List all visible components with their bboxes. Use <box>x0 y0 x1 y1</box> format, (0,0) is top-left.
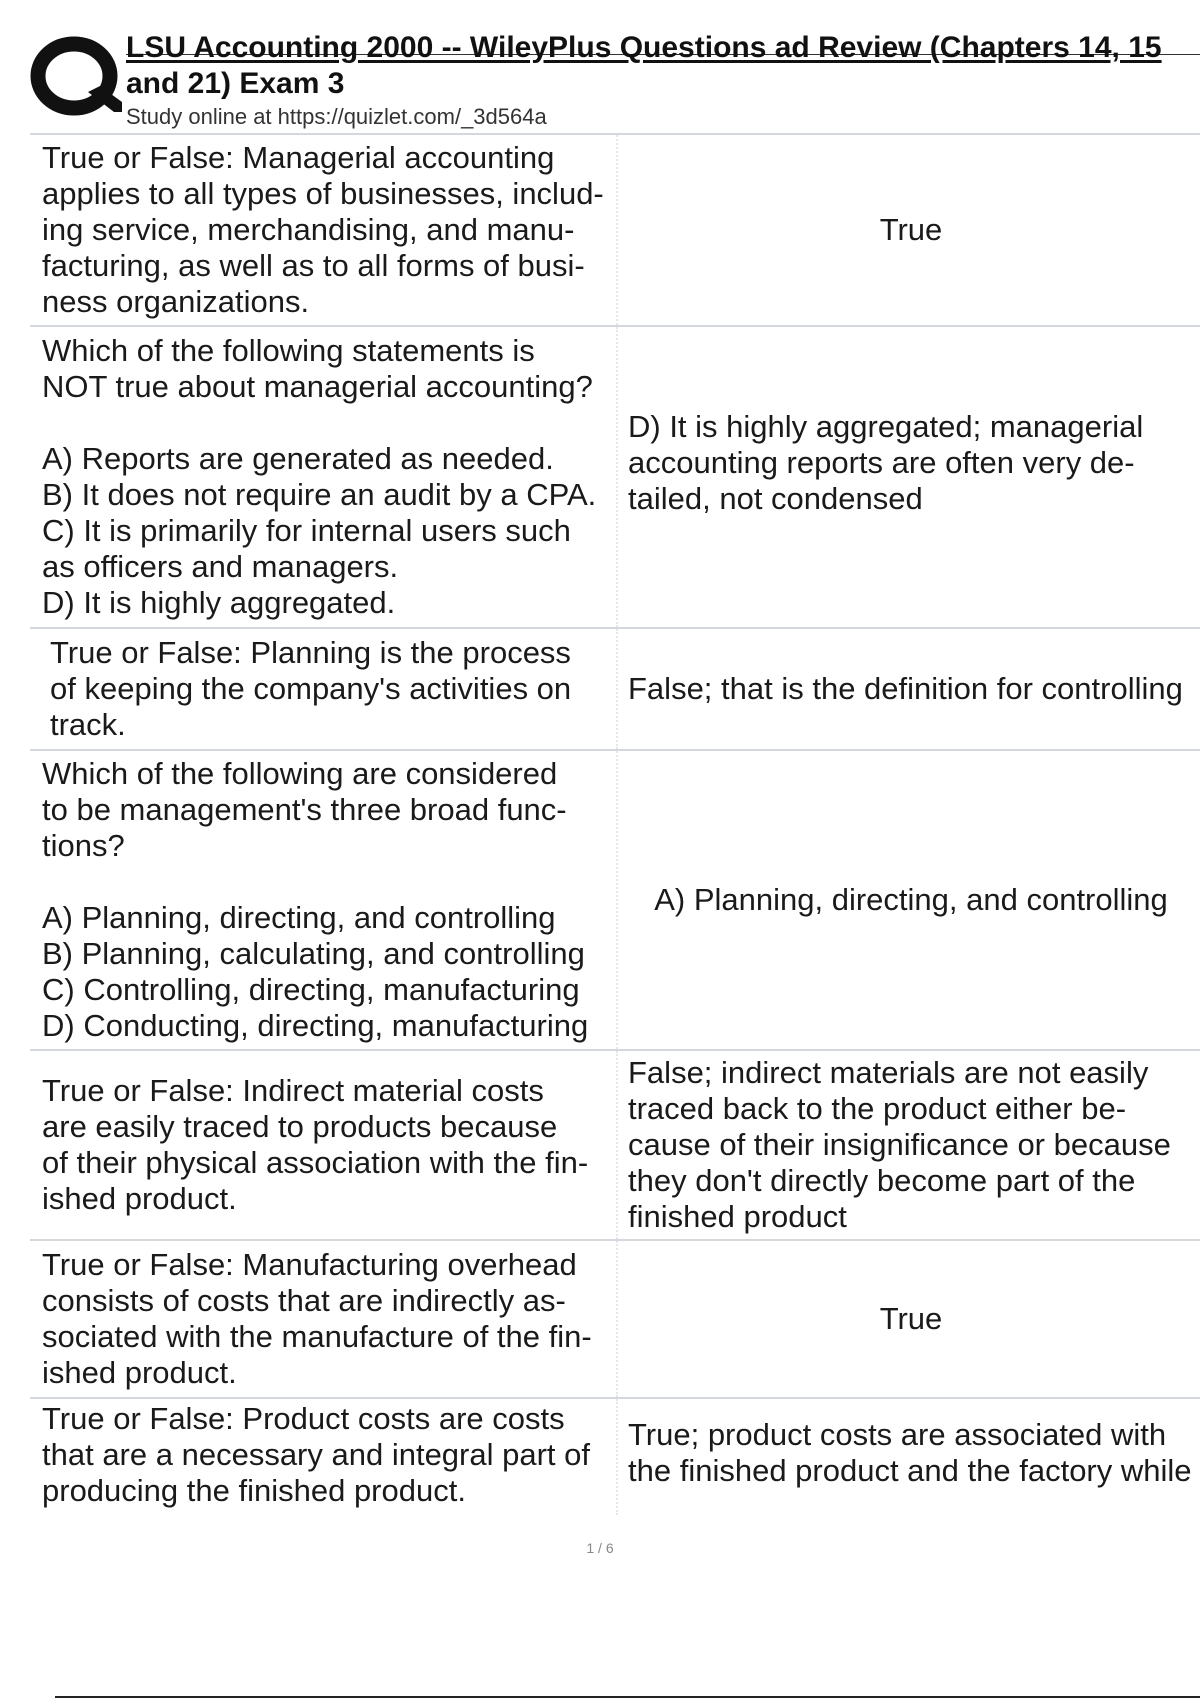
study-online-link[interactable]: Study online at https://quizlet.com/_3d564a <box>126 104 547 129</box>
card-definition: False; indirect materials are not easily traced back to the product either be- cause of their insignificance or because they don't directly become part of the finished product <box>628 1055 1171 1234</box>
quizlet-q-logo-icon <box>30 30 130 120</box>
card-term: True or False: Indirect material costs are easily traced to products because of their physical association with the fin- ished product. <box>30 1051 618 1239</box>
card-definition: True; product costs are associated with the finished product and the factory while <box>628 1417 1192 1488</box>
flashcard <box>30 1397 1200 1515</box>
card-definition: False; that is the definition for controlling <box>628 671 1183 706</box>
card-term: True or False: Manufacturing overhead consists of costs that are indirectly as- sociated with the manufacture of the fin- ished product. <box>30 1241 618 1397</box>
card-term: True or False: Planning is the process of keeping the company's activities on track. <box>30 629 618 749</box>
card-term: True or False: Managerial accounting applies to all types of businesses, includ- ing service, merchandising, and manu- facturing, as well as to all forms of busi- ness organizations. <box>30 135 618 325</box>
card-term: True or False: Product costs are costs that are a necessary and integral part of producing the finished product. <box>30 1399 618 1515</box>
document-title-line-1: LSU Accounting 2000 -- WileyPlus Questions ad Review (Chapters 14, 15 <box>126 31 1162 64</box>
flashcard <box>30 627 1200 749</box>
card-term: Which of the following statements is NOT true about managerial accounting? A) Reports are generated as needed. B) It does not require an audit by a CPA. C) It is primarily for internal users such as officers and managers. D) It is highly aggregated. <box>30 327 618 627</box>
flashcard-list <box>30 133 1200 1515</box>
card-term: Which of the following are considered to be management's three broad func- tions? A) Planning, directing, and controlling B) Planning, calculating, and controlling C) Controlling, directing, manufacturing D) Conducting, directing, manufacturing <box>30 751 618 1049</box>
card-definition: A) Planning, directing, and controlling <box>654 882 1168 917</box>
flashcard <box>30 325 1200 627</box>
flashcard <box>30 749 1200 1049</box>
page-number: 1 / 6 <box>586 1540 614 1556</box>
flashcard <box>30 133 1200 325</box>
document-title-line-2: and 21) Exam 3 <box>126 67 345 100</box>
card-definition: D) It is highly aggregated; managerial accounting reports are often very de- tailed, not condensed <box>628 409 1144 516</box>
card-definition: True <box>879 1301 943 1336</box>
footer-rule <box>55 1696 1200 1698</box>
card-definition: True <box>879 212 943 247</box>
flashcard <box>30 1049 1200 1239</box>
flashcard <box>30 1239 1200 1397</box>
